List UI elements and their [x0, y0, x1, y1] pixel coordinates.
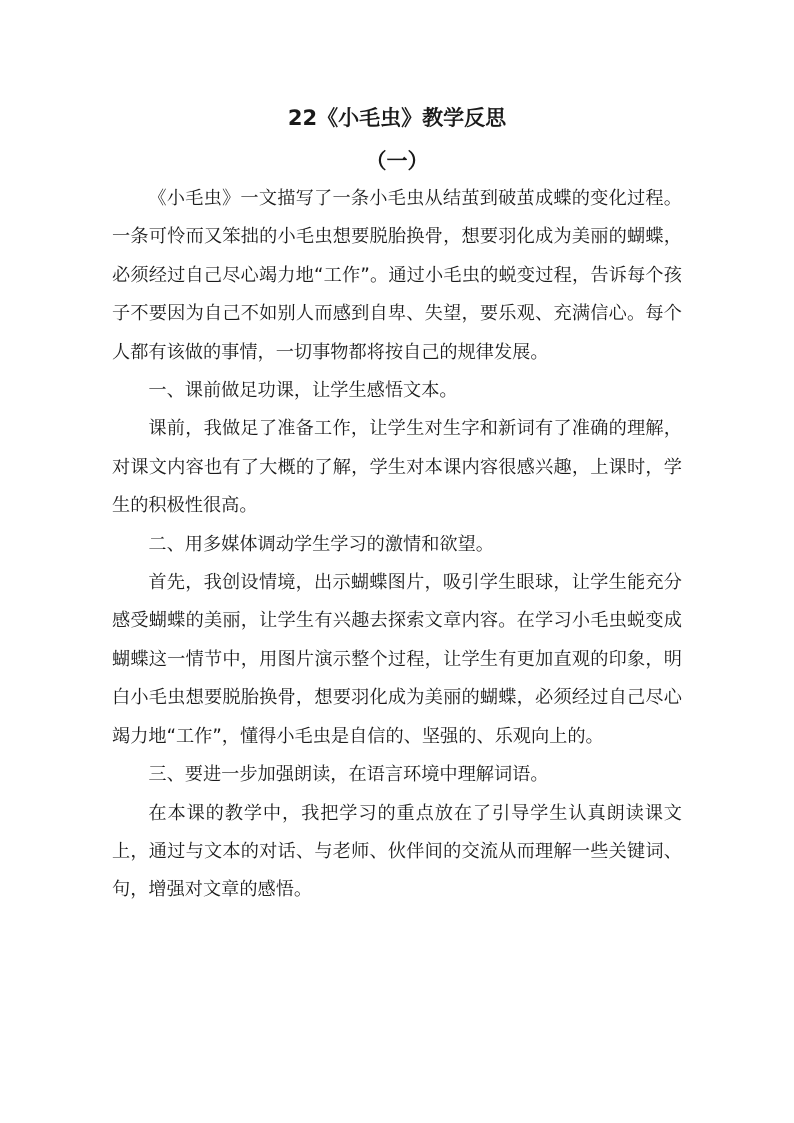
section-heading-2: 二、用多媒体调动学生学习的激情和欲望。: [148, 533, 494, 555]
section-heading-3: 三、要进一步加强朗读，在语言环境中理解词语。: [148, 764, 549, 786]
paragraph-section-1: 课前，我做足了准备工作，让学生对生字和新词有了准确的理解，对课文内容也有了大概的了解，学生对本课内容很感兴趣，上课时，学生的积极性很高。: [112, 418, 682, 517]
paragraph-section-3: 在本课的教学中，我把学习的重点放在了引导学生认真朗读课文上，通过与文本的对话、与老师、伙伴间的交流从而理解一些关键词、句，增强对文章的感悟。: [112, 802, 682, 901]
document-body: [112, 180, 682, 910]
paragraph-section-2: 首先，我创设情境，出示蝴蝶图片，吸引学生眼球，让学生能充分感受蝴蝶的美丽，让学生有兴趣去探索文章内容。在学习小毛虫蜕变成蝴蝶这一情节中，用图片演示整个过程，让学生有更加直观的印象，明白小毛虫想要脱胎换骨，想要羽化成为美丽的蝴蝶，必须经过自己尽心竭力地“工作”，懂得小毛虫是自信的、坚强的、乐观向上的。: [112, 572, 682, 747]
section-heading-1: 一、课前做足功课，让学生感悟文本。: [148, 380, 458, 402]
document-title: 22《小毛虫》教学反思: [287, 106, 507, 130]
document-subtitle: （一）: [365, 149, 429, 173]
paragraph-intro: 《小毛虫》一文描写了一条小毛虫从结茧到破茧成蝶的变化过程。一条可怜而又笨拙的小毛虫想要脱胎换骨，想要羽化成为美丽的蝴蝶，必须经过自己尽心竭力地“工作”。通过小毛虫的蜕变过程，告诉每个孩子不要因为自己不如别人而感到自卑、失望，要乐观、充满信心。每个人都有该做的事情，一切事物都将按自己的规律发展。: [112, 188, 682, 363]
